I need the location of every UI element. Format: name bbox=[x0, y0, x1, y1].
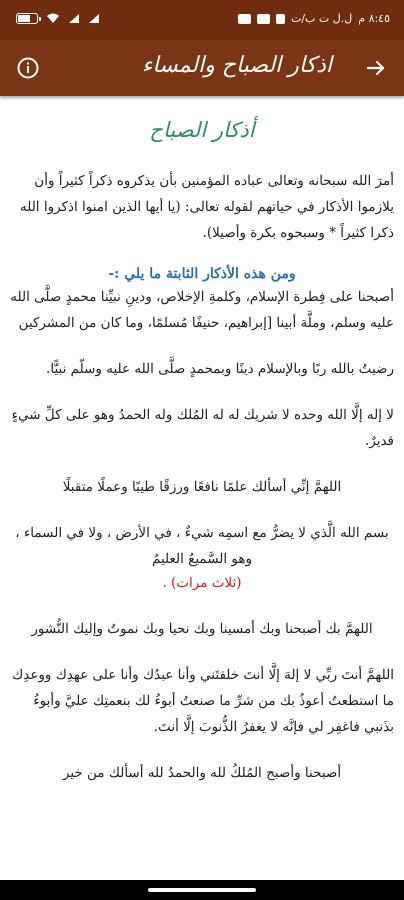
battery-level bbox=[18, 15, 30, 22]
trash-icon bbox=[276, 14, 285, 24]
youtube-icon bbox=[257, 14, 270, 24]
zikr-paragraph: أصبحنا وأصبح المُلكُ لله والحمدُ لله أسألك من خير bbox=[62, 765, 342, 781]
zikr-paragraph: لا إله إلَّا الله وحده لا شريك له له المُلك وله الحمدُ وهو على كلِّ شيءٍ قديرٌ. bbox=[11, 407, 394, 449]
page-title: اذكار الصباح والمساء bbox=[142, 53, 332, 78]
zikr-text: بسم الله الَّذي لا يضرُّ مع اسمِه شيءٌ ، في الأرض ، ولا في السماء ، وهو السَّميعُ العليمُ bbox=[15, 525, 389, 567]
status-bar bbox=[0, 0, 404, 40]
status-left-icons bbox=[16, 13, 100, 24]
zikr-paragraph bbox=[0, 520, 404, 596]
scroll-content[interactable] bbox=[0, 110, 404, 880]
arrow-right-icon bbox=[364, 56, 388, 80]
system-nav-bar bbox=[0, 880, 404, 900]
home-gesture-pill[interactable] bbox=[148, 888, 256, 892]
info-icon bbox=[16, 56, 40, 80]
info-button[interactable] bbox=[12, 52, 44, 84]
status-time: ٨:٤٥ م bbox=[358, 12, 390, 25]
back-button[interactable] bbox=[360, 52, 392, 84]
zikr-paragraph: اللهمَّ أنتَ ربِّي لا إلهَ إلَّا أنتَ خلقتَني وأنا عبدُك وأنا على عهدِك ووعدِك ما استطعتُ أعوذُ بك من شرِّ ما صنعتُ أبوءُ لك بنعمتِك عليَّ وأبوءُ بذَنبي فاغفِر لي فإنَّه لا يغفرُ الذُّنوبَ إلَّا أنتَ. bbox=[12, 667, 394, 735]
sub-heading: ومن هذه الأذكار الثابتة ما يلي :- bbox=[108, 266, 296, 282]
app-bar bbox=[0, 40, 404, 96]
status-right-info bbox=[238, 12, 390, 25]
repeat-note: (ثلاث مرات) . bbox=[162, 575, 242, 591]
intro-paragraph: أمرَ الله سبحانه وتعالى عباده المؤمنين بأن يذكروه ذكراً كثيراً وأن يلازموا الأذكار في حياتهم لقوله تعالى: (يا أيها الذين امنوا اذكروا الله ذكرا كثيراً * وسبحوه بكرة وأصيلا). bbox=[19, 173, 394, 241]
section-heading: أذكار الصباح bbox=[149, 118, 255, 142]
zikr-paragraph: اللهمَّ إنِّي أسألك علمًا نافعًا ورزقًا طيبًا وعملًا متقبلًا bbox=[62, 479, 342, 495]
battery-icon bbox=[16, 13, 38, 24]
signal-icon bbox=[68, 13, 80, 24]
zikr-paragraph: أصبحنا على فِطرة الإسلام، وكلمةِ الإخلاص، ودينِ نبيِّنا محمدٍ صلَّى الله عليه وسلم، وملَّة أبينا [إبراهيم، حنيفًا مُسلمًا، وما كان من المشركين bbox=[10, 289, 394, 331]
carrier-text: ل.ل ت ب/ت bbox=[291, 12, 353, 25]
youtube-icon bbox=[238, 14, 251, 24]
wifi-icon bbox=[46, 13, 60, 24]
zikr-paragraph: اللهمَّ بك أصبحنا وبك أمسينا وبك نحيا وبك نموتُ وإليك النُّشور bbox=[31, 621, 373, 637]
zikr-paragraph: رضيتُ بالله ربًا وبالإسلام دينًا وبمحمدٍ صلَّى الله عليه وسلّم نبيًّا. bbox=[46, 361, 394, 377]
signal-icon-2 bbox=[88, 13, 100, 24]
